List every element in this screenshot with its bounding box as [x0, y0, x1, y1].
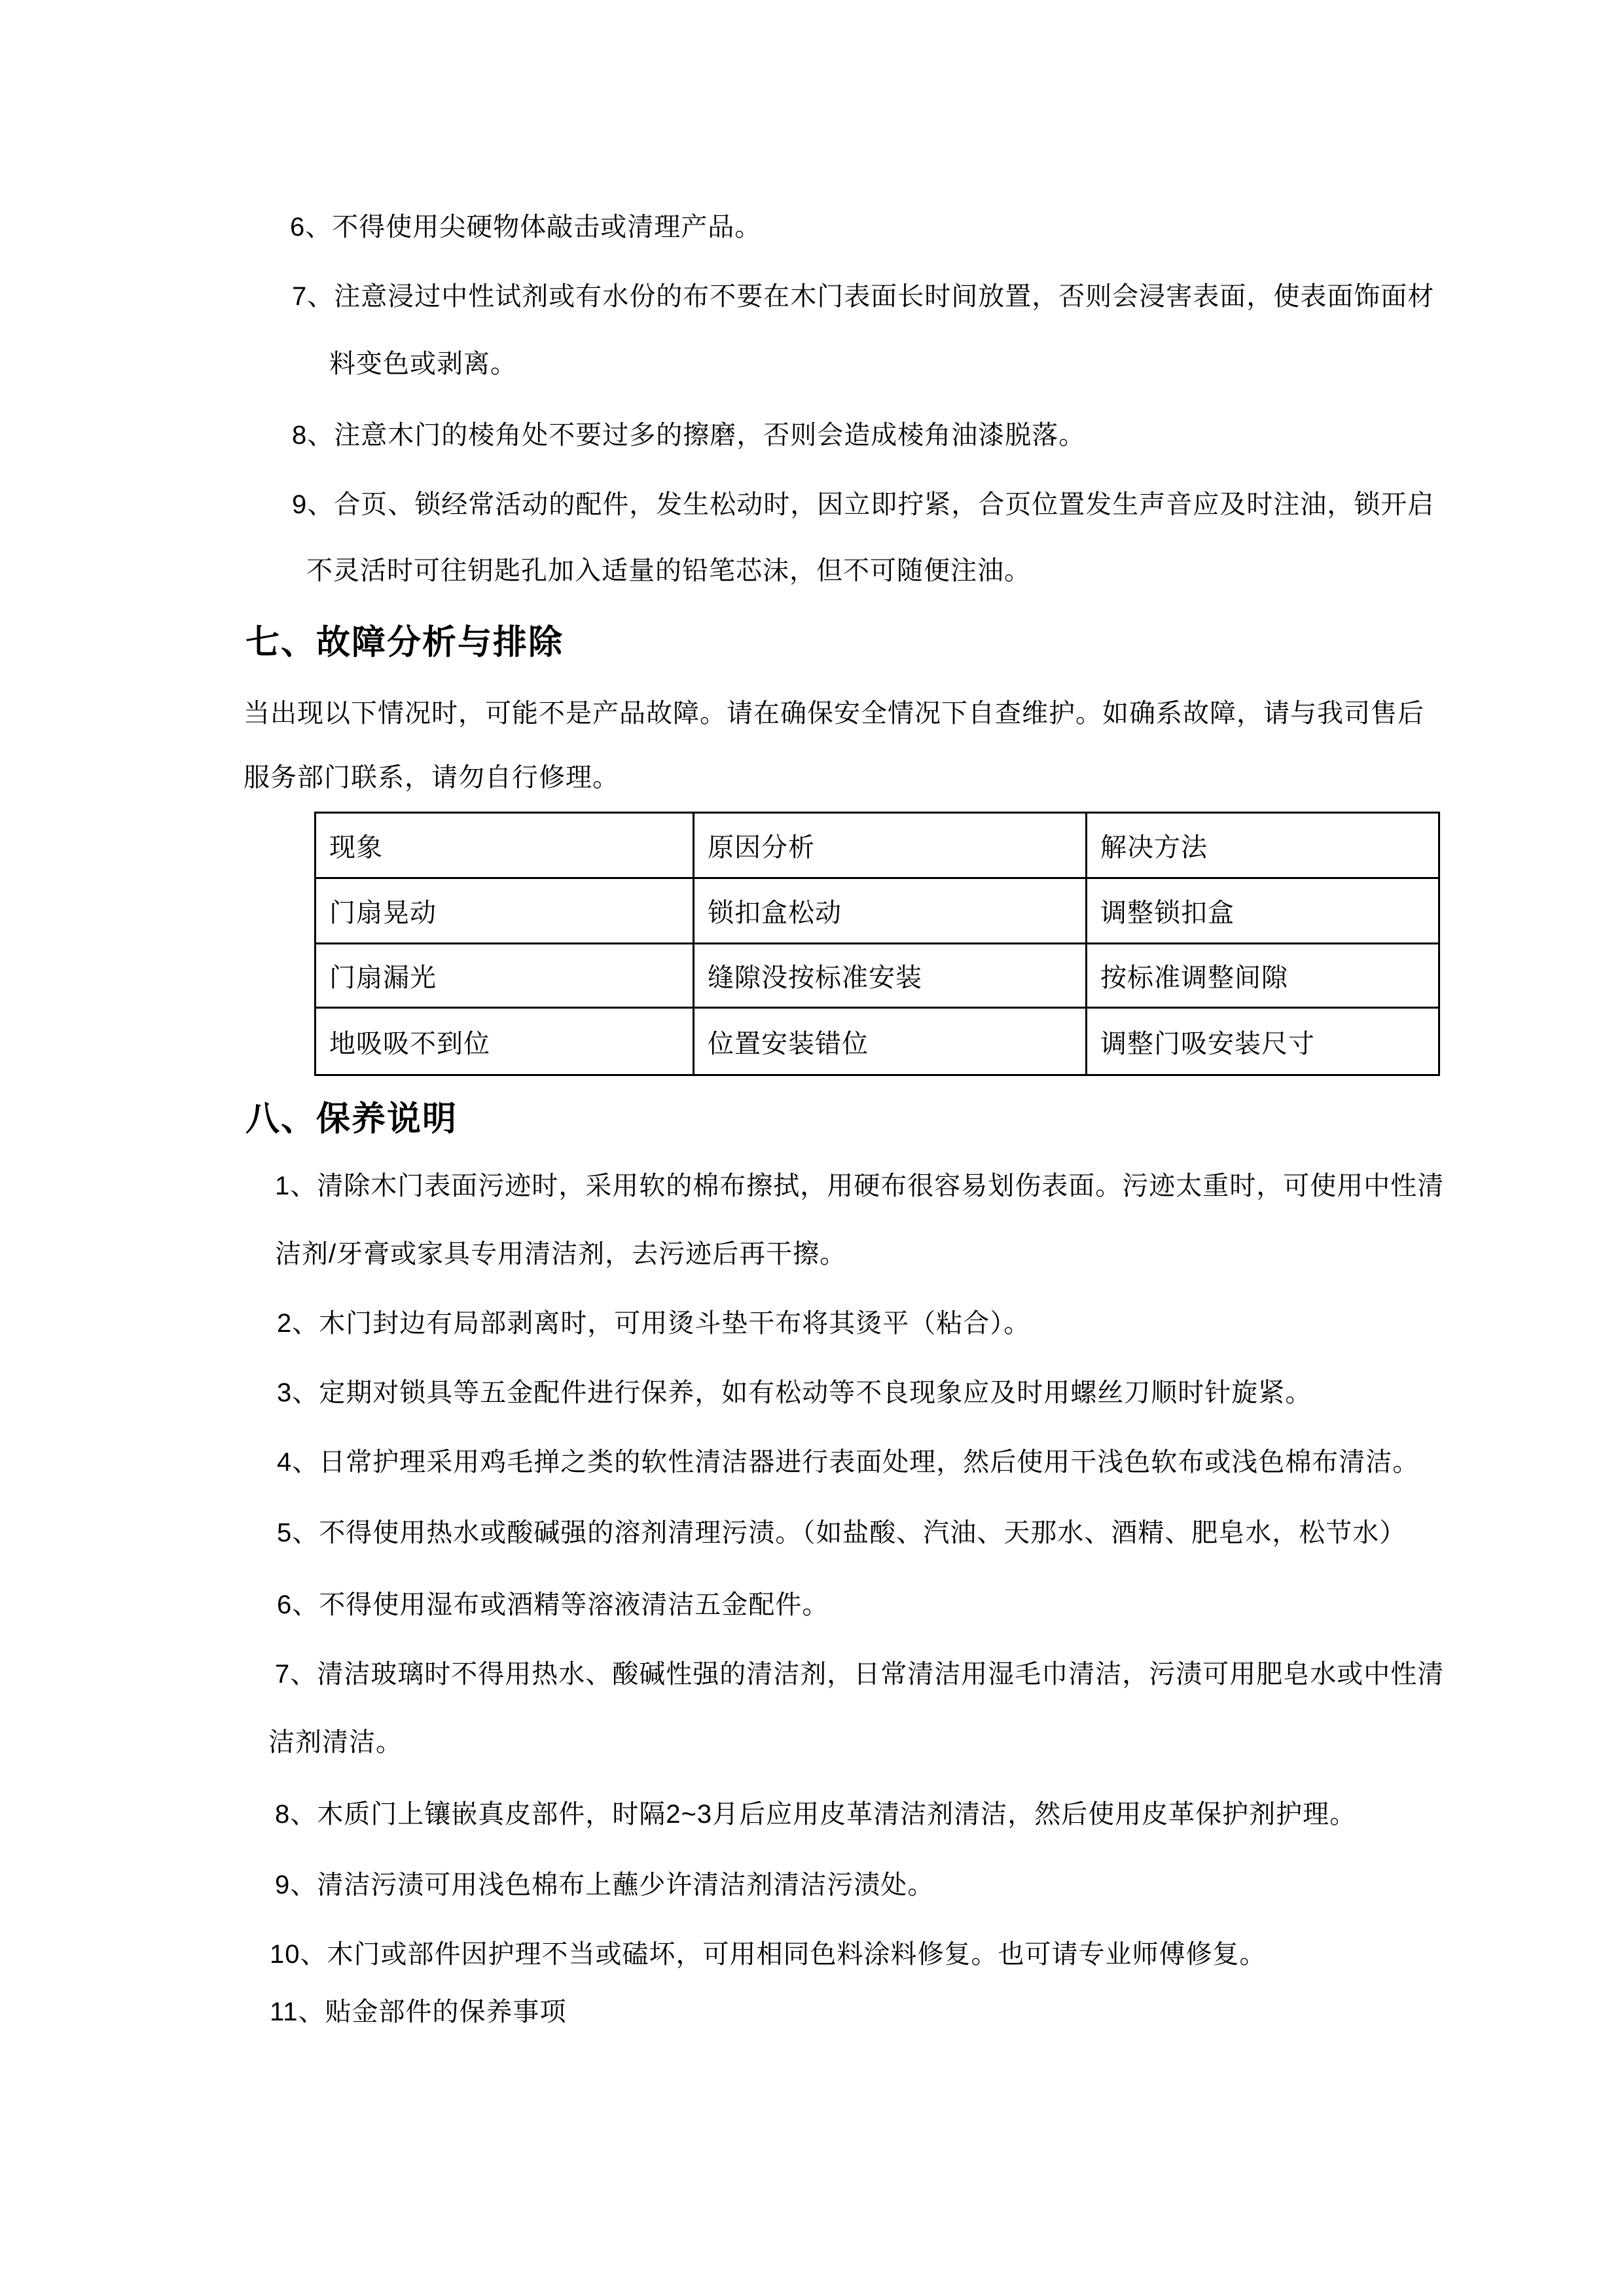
fault-table-cell: 门扇漏光	[316, 944, 694, 1008]
fault-intro-line-2: 服务部门联系，请勿自行修理。	[244, 763, 619, 792]
care-item-11-line-1: 11、贴金部件的保养事项	[270, 1998, 567, 2026]
fault-table-row	[316, 1008, 1439, 1075]
list-item-9-line-2: 不灵活时可往钥匙孔加入适量的铅笔芯沫，但不可随便注油。	[306, 556, 1031, 585]
fault-table-cell: 门扇晃动	[316, 878, 694, 944]
care-item-2-line-1: 2、木门封边有局部剥离时，可用烫斗垫干布将其烫平（粘合）。	[277, 1309, 1031, 1338]
care-item-6-line-1: 6、不得使用湿布或酒精等溶液清洁五金配件。	[277, 1590, 829, 1619]
care-item-7-line-2: 洁剂清洁。	[268, 1728, 403, 1757]
list-item-7-line-1: 7、注意浸过中性试剂或有水份的布不要在木门表面长时间放置，否则会浸害表面，使表面饰面材	[292, 282, 1435, 311]
care-item-4-line-1: 4、日常护理采用鸡毛掸之类的软性清洁器进行表面处理，然后使用干浅色软布或浅色棉布清洁。	[277, 1448, 1420, 1477]
care-item-7-line-1: 7、清洁玻璃时不得用热水、酸碱性强的清洁剂，日常清洁用湿毛巾清洁，污渍可用肥皂水或中性清	[275, 1660, 1445, 1689]
fault-table-cell: 锁扣盒松动	[694, 878, 1087, 944]
care-item-5-line-1: 5、不得使用热水或酸碱强的溶剂清理污渍。（如盐酸、汽油、天那水、酒精、肥皂水，松节水）	[277, 1518, 1407, 1547]
fault-table-header-cause: 原因分析	[694, 813, 1087, 878]
list-item-9-line-1: 9、合页、锁经常活动的配件，发生松动时，因立即拧紧，合页位置发生声音应及时注油，锁开启	[292, 490, 1435, 519]
care-item-1-line-1: 1、清除木门表面污迹时，采用软的棉布擦拭，用硬布很容易划伤表面。污迹太重时，可使用中性清	[275, 1172, 1445, 1200]
list-item-6-line-1: 6、不得使用尖硬物体敲击或清理产品。	[290, 213, 762, 242]
fault-table-header-solution: 解决方法	[1087, 813, 1439, 878]
section-heading-fault-analysis: 七、故障分析与排除	[245, 624, 564, 662]
fault-table-row	[316, 944, 1439, 1008]
list-item-8-line-1: 8、注意木门的棱角处不要过多的擦磨，否则会造成棱角油漆脱落。	[292, 421, 1086, 450]
fault-intro-line-1: 当出现以下情况时，可能不是产品故障。请在确保安全情况下自查维护。如确系故障，请与我司售后	[244, 699, 1424, 728]
care-item-10-line-1: 10、木门或部件因护理不当或磕坏，可用相同色料涂料修复。也可请专业师傅修复。	[270, 1940, 1267, 1969]
care-item-3-line-1: 3、定期对锁具等五金配件进行保养，如有松动等不良现象应及时用螺丝刀顺时针旋紧。	[277, 1378, 1312, 1407]
fault-table	[314, 812, 1440, 1076]
fault-table-cell: 位置安装错位	[694, 1008, 1087, 1075]
fault-table-header-row	[316, 813, 1439, 878]
list-item-7-line-2: 料变色或剥离。	[329, 350, 517, 378]
fault-table-cell: 按标准调整间隙	[1087, 944, 1439, 1008]
section-heading-maintenance: 八、保养说明	[245, 1100, 458, 1138]
fault-table-cell: 缝隙没按标准安装	[694, 944, 1087, 1008]
care-item-8-line-1: 8、木质门上镶嵌真皮部件，时隔2~3月后应用皮革清洁剂清洁，然后使用皮革保护剂护理。	[275, 1800, 1357, 1829]
fault-table-row	[316, 878, 1439, 944]
fault-table-cell: 调整门吸安装尺寸	[1087, 1008, 1439, 1075]
care-item-9-line-1: 9、清洁污渍可用浅色棉布上蘸少许清洁剂清洁污渍处。	[275, 1871, 935, 1899]
care-item-1-line-2: 洁剂/牙膏或家具专用清洁剂，去污迹后再干擦。	[275, 1240, 847, 1268]
fault-table-cell: 调整锁扣盒	[1087, 878, 1439, 944]
fault-table-cell: 地吸吸不到位	[316, 1008, 694, 1075]
fault-table-header-phenomenon: 现象	[316, 813, 694, 878]
